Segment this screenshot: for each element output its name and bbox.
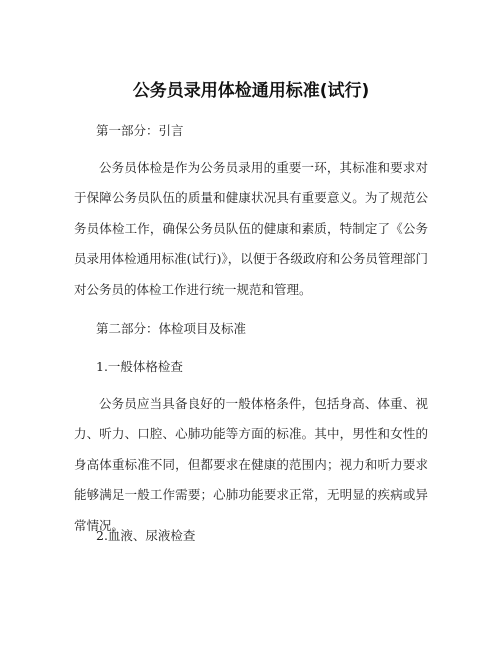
document-title: 公务员录用体检通用标准(试行)	[132, 81, 370, 101]
subsection-heading-blood-urine: 2.血液、尿液检查	[96, 528, 196, 543]
section-heading-introduction: 第一部分：引言	[96, 123, 184, 138]
general-exam-paragraph: 公务员应当具备良好的一般体格条件，包括身高、体重、视力、听力、口腔、心肺功能等方面的标准。其中，男性和女性的身高体重标准不同，但都要求在健康的范围内；视力和听力要求能够满足一般工作需要；心肺功能要求正常，无明显的疾病或异常情况。	[74, 396, 428, 533]
subsection-heading-general-exam: 1.一般体格检查	[96, 359, 183, 374]
section-heading-items-standards: 第二部分：体检项目及标准	[96, 321, 247, 336]
introduction-paragraph: 公务员体检是作为公务员录用的重要一环，其标准和要求对于保障公务员队伍的质量和健康状况具有重要意义。为了规范公务员体检工作，确保公务员队伍的健康和素质，特制定了《公务员录用体检通用标准(试行)》，以便于各级政府和公务员管理部门对公务员的体检工作进行统一规范和管理。	[74, 160, 428, 297]
